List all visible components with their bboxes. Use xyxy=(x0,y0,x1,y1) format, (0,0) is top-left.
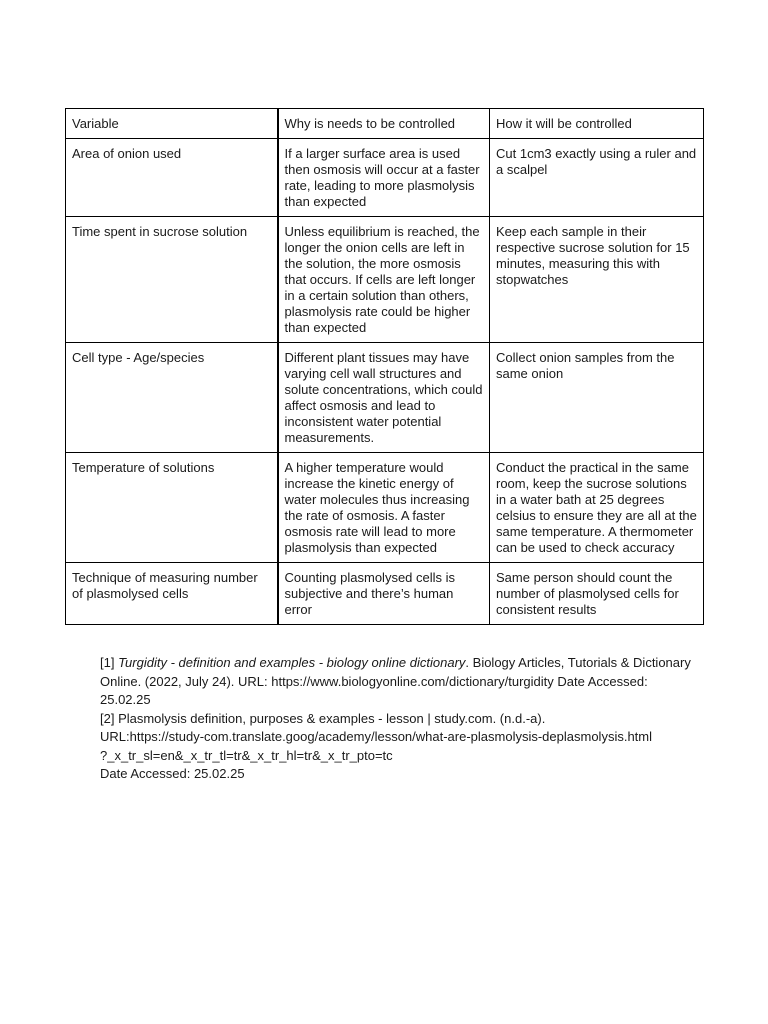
why-cell: Counting plasmolysed cells is subjective and there’s human error xyxy=(278,563,490,625)
how-cell: Conduct the practical in the same room, keep the sucrose solutions in a water bath at 25 degrees celsius to ensure they are all at the same temperature. A thermometer can be used to check accuracy xyxy=(490,453,704,563)
references-section xyxy=(100,654,700,784)
variable-cell: Technique of measuring number of plasmolysed cells xyxy=(66,563,278,625)
header-why-controlled: Why is needs to be controlled xyxy=(278,109,490,139)
reference-1-details: . Biology Articles, Tutorials & Dictionary Online. (2022, July 24). URL: https://www.biologyonline.com/dictionary/turgidity Date Accessed: 25.02.25 xyxy=(100,655,691,707)
table-header-row xyxy=(66,109,704,139)
reference-2-date-accessed: Date Accessed: 25.02.25 xyxy=(100,766,245,781)
variable-cell: Time spent in sucrose solution xyxy=(66,217,278,343)
how-cell: Cut 1cm3 exactly using a ruler and a scalpel xyxy=(490,139,704,217)
reference-1-title: Turgidity - definition and examples - biology online dictionary xyxy=(118,655,466,670)
reference-2-url: URL:https://study-com.translate.goog/academy/lesson/what-are-plasmolysis-deplasmolysis.html xyxy=(100,729,652,744)
why-cell: A higher temperature would increase the kinetic energy of water molecules thus increasing the rate of osmosis. A faster osmosis rate will lead to more plasmolysis than expected xyxy=(278,453,490,563)
how-cell: Collect onion samples from the same onion xyxy=(490,343,704,453)
table-row xyxy=(66,139,704,217)
table-row xyxy=(66,453,704,563)
table-row xyxy=(66,217,704,343)
header-variable: Variable xyxy=(66,109,278,139)
control-variables-table xyxy=(65,108,704,625)
reference-1 xyxy=(100,654,700,710)
table-row xyxy=(66,343,704,453)
reference-2-url-params: ?_x_tr_sl=en&_x_tr_tl=tr&_x_tr_hl=tr&_x_tr_pto=tc xyxy=(100,747,393,763)
table-row xyxy=(66,563,704,625)
variable-cell: Area of onion used xyxy=(66,139,278,217)
how-cell: Same person should count the number of plasmolysed cells for consistent results xyxy=(490,563,704,625)
how-cell: Keep each sample in their respective sucrose solution for 15 minutes, measuring this with stopwatches xyxy=(490,217,704,343)
why-cell: Different plant tissues may have varying cell wall structures and solute concentrations, which could affect osmosis and lead to inconsistent water potential measurements. xyxy=(278,343,490,453)
header-how-controlled: How it will be controlled xyxy=(490,109,704,139)
why-cell: If a larger surface area is used then osmosis will occur at a faster rate, leading to more plasmolysis than expected xyxy=(278,139,490,217)
why-cell: Unless equilibrium is reached, the longer the onion cells are left in the solution, the more osmosis that occurs. If cells are left longer in a certain solution than others, plasmolysis rate could be higher than expected xyxy=(278,217,490,343)
reference-2-line-1: [2] Plasmolysis definition, purposes & examples - lesson | study.com. (n.d.-a). xyxy=(100,710,546,726)
reference-1-number: [1] xyxy=(100,655,119,670)
variable-cell: Temperature of solutions xyxy=(66,453,278,563)
variable-cell: Cell type - Age/species xyxy=(66,343,278,453)
